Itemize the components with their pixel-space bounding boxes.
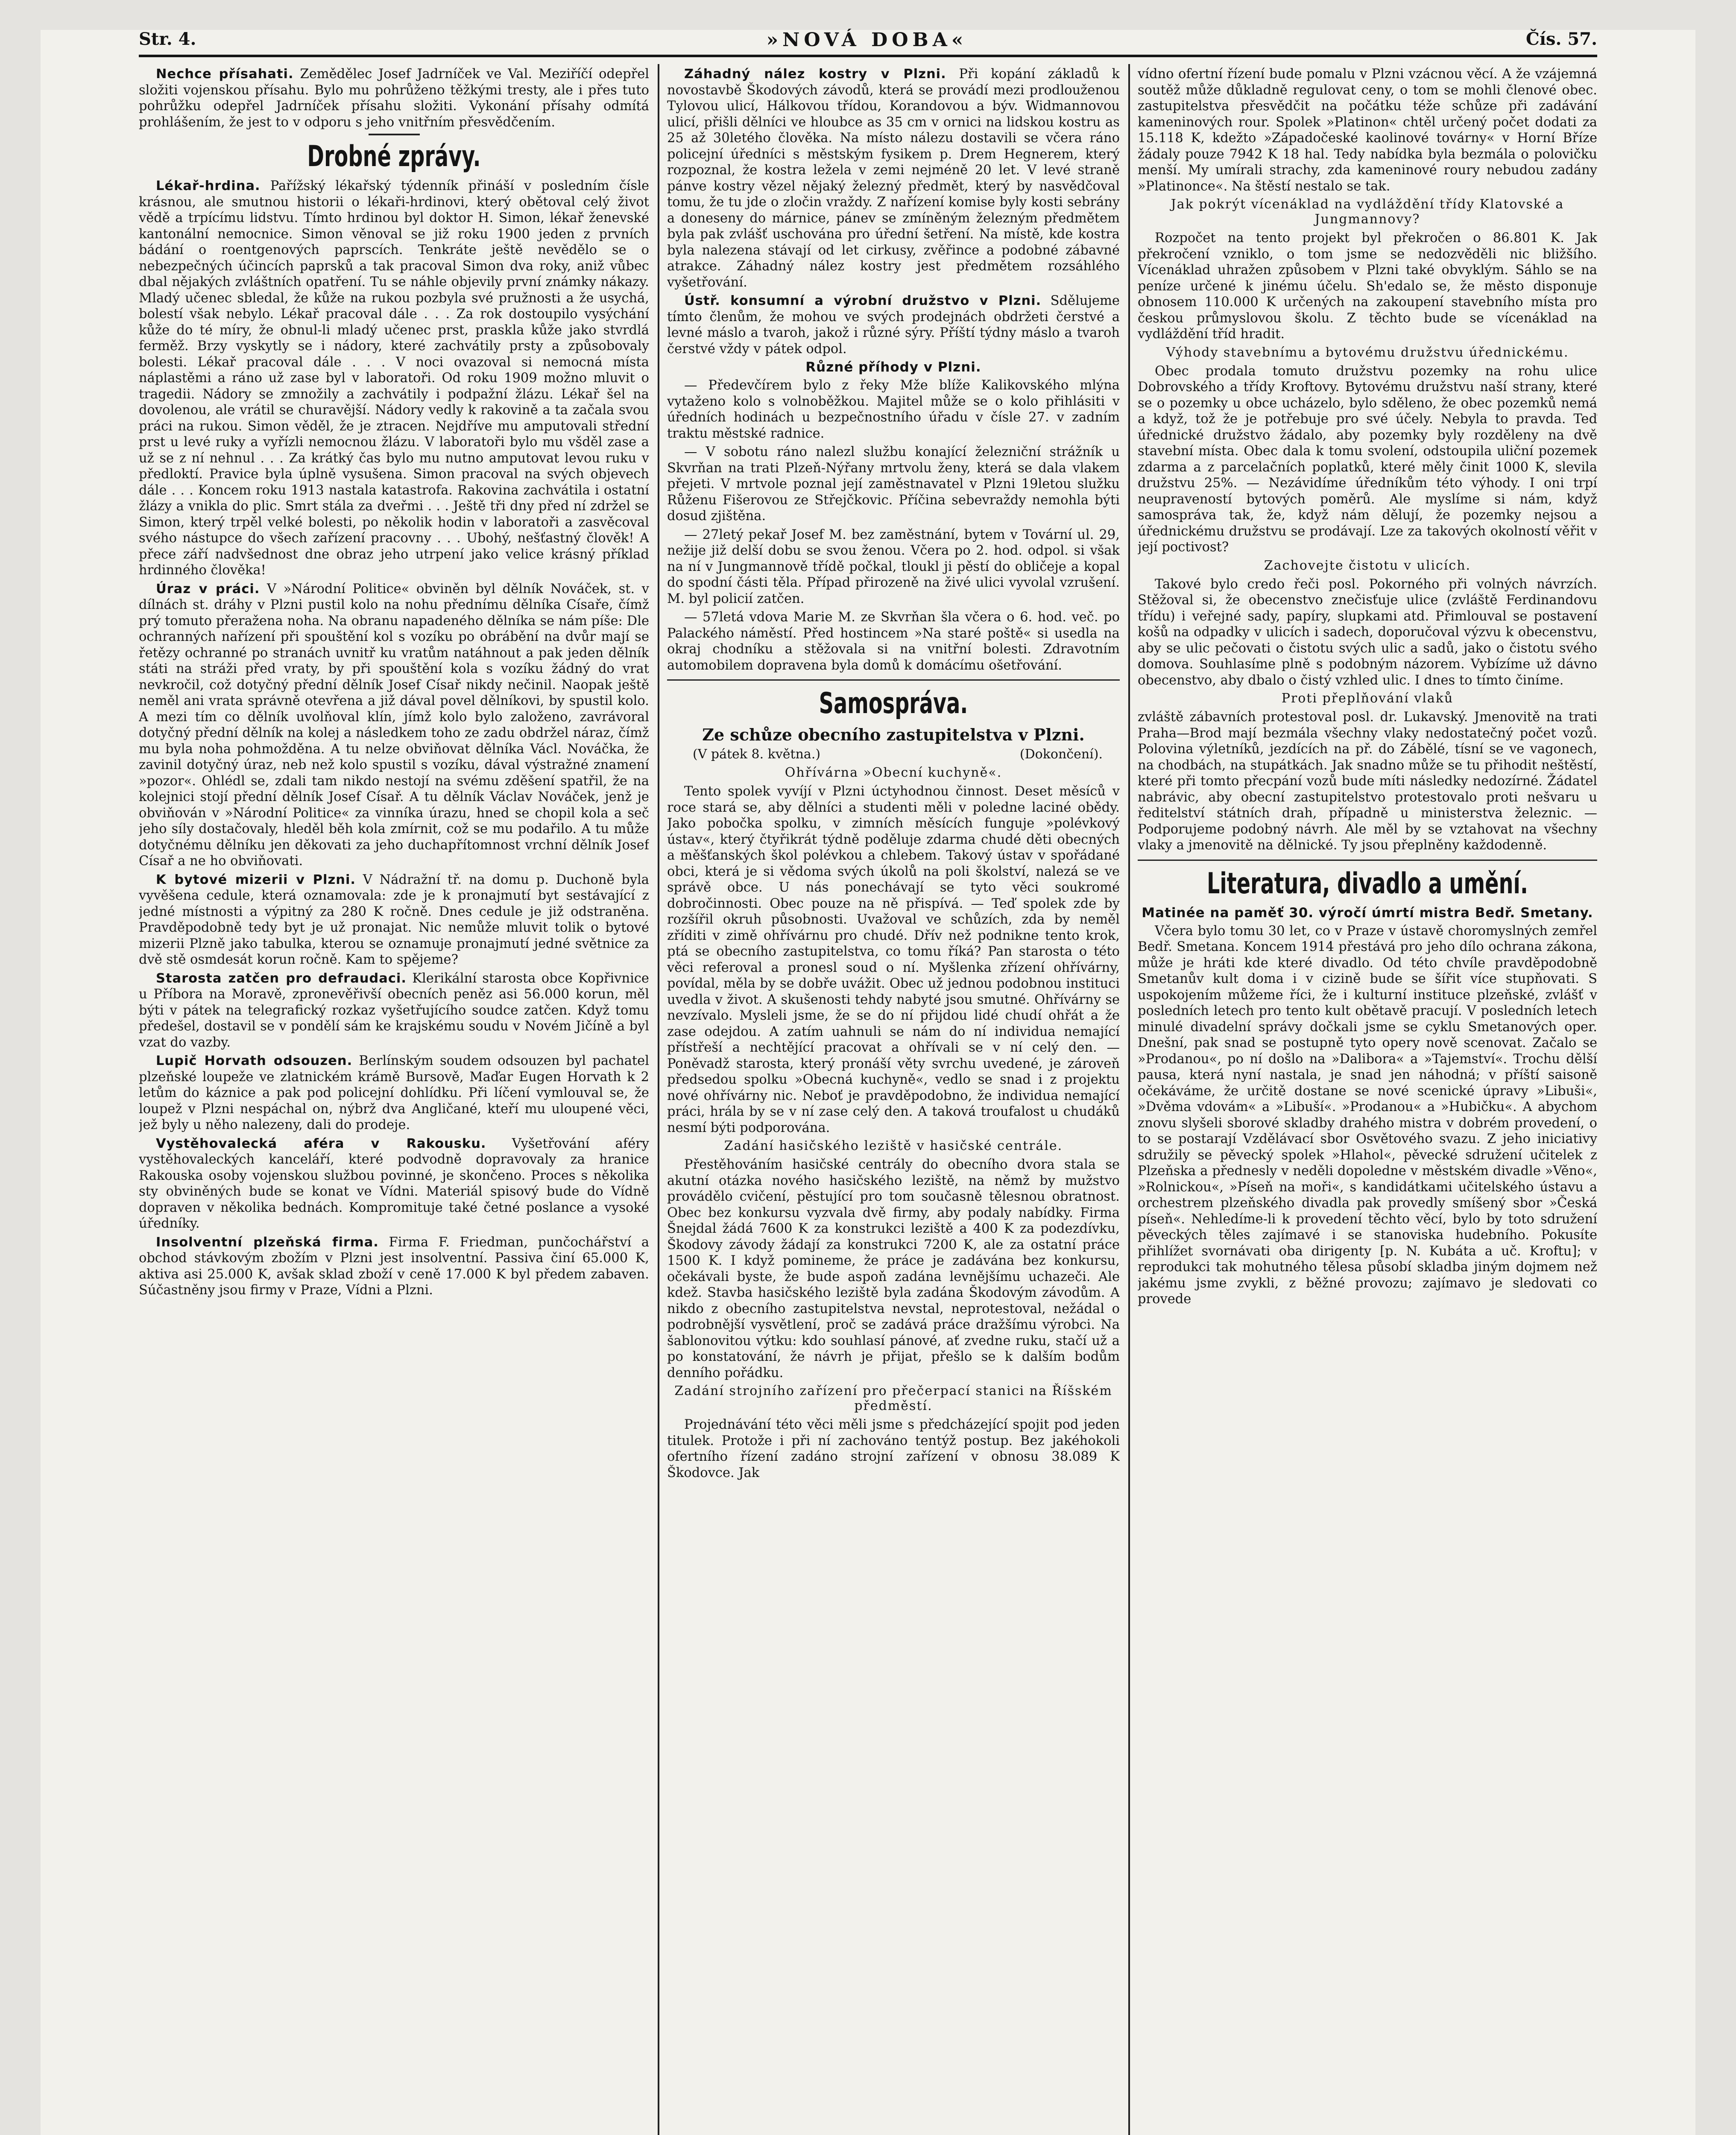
session-continued: (Dokončení). [1019, 747, 1103, 762]
column-2 [667, 66, 1120, 2135]
news-head: Insolventní plzeňská firma. [156, 1234, 379, 1250]
news-text: Vyšetřování aféry vystěhovaleckých kanceláří, které podvodně dopravovaly za hranice Rakouska osoby vojenskou službou povinné, je skončeno. Proces s několika sty obviněných bude se konat ve Vídni. Materiál spisový bude do Vídně dopraven v několika bednách. Kompromituje také četné poslance a vysoké úředníky. [139, 1136, 649, 1231]
news-text: Sdělujeme tímto členům, že mohou ve svých prodejnách obdržeti čerstvé a levné máslo a tvaroh, jakož i různé sýry. Příští týdny máslo a tvaroh čerstvé vždy v pátek odpol. [667, 293, 1120, 357]
news-item [139, 1234, 649, 1299]
news-item [139, 1053, 649, 1133]
misc-item: — 27letý pekař Josef M. bez zaměstnání, bytem v Tovární ul. 29, nežije již delší dobu se svou ženou. Včera po 2. hod. odpol. si však na ní v Jungmannově třídě počkal, tloukl ji pěstí do obličeje a kopal do spodní části těla. Případ přirozeně na živé ulici vyvolal vzrušení. M. byl policií zatčen. [667, 527, 1120, 606]
section-title: Literatura, divadlo a umění. [1207, 866, 1528, 901]
topic-text: Rozpočet na tento projekt byl překročen o 86.801 K. Jak překročení vzniklo, o tom jsme se nedozvěděli nic bližšího. Vícenáklad uhražen způsobem v Plzni také obvyklým. Sáhlo se na peníze určené k jinému účelu. Sh'edalo se, že město disponuje obnosem 110.000 K určených na zakoupení stavebního místa pro českou průmyslovou školu. Z těchto bude se vícenáklad na vydláždění tříd hradit. [1138, 231, 1597, 342]
section-title: Samospráva. [819, 687, 968, 720]
news-head: Úraz v práci. [156, 581, 260, 597]
section-title: Drobné zprávy. [307, 140, 481, 173]
misc-item: — 57letá vdova Marie M. ze Skvrňan šla včera o 6. hod. več. po Palackého náměstí. Před hostincem »Na staré poště« si usedla na okraj chodníku a stěžovala si na vnitřní bolesti. Zdravotním automobilem dopravena byla domů k domácímu ošetřování. [667, 610, 1120, 673]
article-text: Včera bylo tomu 30 let, co v Praze v ústavě choromyslných zemřel Bedř. Smetana. Koncem 1914 přestává pro jeho dílo ochrana zákona, může je hráti kde které divadlo. Od této chvíle pravděpodobně Smetanův kult doma i v cizině bude se šířit více stupňovati. S uspokojením můžeme říci, že i kulturní instituce plzeňské, zvlášť v posledních letech pro tento kult obětavě pracují. V posledních letech minulé divadelní správy dočkali jsme se cyklu Smetanových oper. Dnešní, pak snad se postupně tyto opery nově scenovat. Začalo se »Prodanou«, po ní došlo na »Dalibora« a »Tajemství«. Trochu dělší pausa, která nyní nastala, je snad jen náhodná; v příští saisoně očekáváme, že určitě dostane se nové scenické úpravy »Libuši«, »Dvěma vdovám« a »Libuší«. »Prodanou« a »Hubičku«. A abychom znovu slyšeli sborové skladby drahého mistra v dobrém provedení, o to se postarají Vzdělávací sbor Osvětového svazu. Z jeho iniciativy sdružily se pěvecký spolek »Hlahol«, pěvecké sdružení učitelek z Plzeňska a přednesly v neděli dopoledne v městském divadle »Věno«, »Rolnickou«, »Píseň na moři«, s kandidátkami učitelského ústavu a orchestrem plzeňského divadla pak provedly smíšený sbor »Česká píseň«. Nehledíme-li k provedení těchto věcí, bylo by toto sdružení pěveckých těles zajímavé i se stanoviska hudebního. Pokusíte přihlížet svornávati oba dirigenty [p. N. Kubáta a uč. Kroftu]; v reprodukci tak mohutného tělesa působí skladba jiným dojmem než jakému jsme zvykli, z běžné provozu; zajímavo je sledovati co provede [1138, 923, 1597, 1307]
news-item [139, 1136, 649, 1232]
header-rule [139, 55, 1597, 57]
topic-text: Přestěhováním hasičské centrály do obecního dvora stala se akutní otázka nového hasičského leziště, na němž by mužstvo provádělo cvičení, pěstující pro tom současně tělesnou obratnost. Obec bez konkursu vyzvala dvě firmy, aby podaly nabídky. Firma Šnejdal žádá 7600 K za konstrukci leziště a 400 K za podezdívku, Škodovy závody žádají za konstrukci 7200 K, ale za ostatní práce 1500 K. I když pomineme, že práce je zadávána bez konkursu, očekávali byste, že bude aspoň zadána levnějšímu uchazeči. Ale kdež. Stavba hasičského leziště byla zadána Škodovým závodům. A nikdo z obecního zastupitelstva nevstal, neprotestoval, nežádal o podrobnější vysvětlení, proč se zadává práce dražšímu výrobci. Na šablonovitou výtku: kdo souhlasí pánové, ať zvedne ruku, stačí už a po konstatování, že návrh je přijat, přešlo se k dalším bodům denního pořádku. [667, 1157, 1120, 1380]
session-date: (V pátek 8. května.) [693, 747, 821, 762]
page-label: Str. 4. [139, 29, 196, 49]
topic-title: Jak pokrýt vícenáklad na vydláždění třídy Klatovské a Jungmannovy? [1171, 197, 1564, 227]
issue-number: Čís. 57. [1526, 29, 1597, 49]
news-text: Firma F. Friedman, punčochářství a obchod stávkovým zbožím v Plzni jest insolventní. Passiva činí 65.000 K, aktiva asi 25.000 K, avšak sklad zboží v ceně 17.000 K byl předem zabaven. Súčastněny jsou firmy v Praze, Vídni a Plzni. [139, 1234, 649, 1298]
column-divider [1128, 64, 1130, 2135]
news-head: Ústř. konsumní a výrobní družstvo v Plzni. [684, 293, 1042, 308]
topic-text: Tento spolek vyvíjí v Plzni úctyhodnou činnost. Deset měsíců v roce stará se, aby dělníci a studenti měli v poledne laciné obědy. Jako pobočka spolku, v zimních měsících funguje »polévkový ústav«, který čtyřikrát týdně poděluje zdarma chudé děti obecných a měšťanských škol polévkou a chlebem. Takový ústav v spořádané obci, která je si vědoma svých úkolů na poli školství, nalezá se ve správě obce. U nás ponechávají se tyto věci soukromé dobročinnosti. Obec pouze na ně přispívá. — Teď spolek zde by rozšířil okruh působnosti. Uvažoval ve schůzích, zda by neměl zříditi v zimě ohřívárnu pro chudé. Dřív než podnikne tento krok, ptá se obecního zastupitelstva, co tomu říká? Pan starosta o této věci referoval a pronesl soud o ní. Myšlenka zřízení ohřívárny, povídal, měla by se dobře uvážit. Obec už jednou podobnou instituci uvedla v život. A skušenosti tehdy nabyté jsou smutné. Ohřívárny se nevzívalo. Mysleli jsme, že se do ní přijdou lidé chudí ohřát a že zase odejdou. A zatím uahnuli se nám do ní individua nemající přístřeší a nechtějící pracovat a ohřívali se v ní celý den. — Poněvadž starosta, který pronáší věty svrchu uvedené, je zároveň předsedou spolku »Obecná kuchyně«, vedlo se snad i z projektu nové ohřívárny nic. Neboť je pravděpodobno, že individua nemající práci, hrála by se v ní zase celý den. A taková troufalost u chudáků nesmí býti podporována. [667, 784, 1120, 1135]
news-text: Při kopání základů k novostavbě Škodových závodů, která se provádí mezi prodlouženou Tylovou ulicí, Hálkovou třídou, Korandovou a býv. Widmannovou ulicí, přišli dělníci ve hloubce as 35 cm v ornici na lidskou kostru as 25 až 30letého člověka. Na místo nálezu dostavili se včera ráno policejní úředníci s městským fysikem p. Drem Hegnerem, který rozpoznal, že kostra ležela v zemi nejméně 20 let. V levé straně pánve kostry vězel nějaký železný předmět, který by nasvědčoval tomu, že tu jde o zločin vraždy. Z nařízení komise byly kosti sebrány a doneseny do márnice, pánev se zmíněným železným předmětem byla pak zvlášť uschována pro úřední šetření. Na místě, kde kostra byla nalezena stávají od let cirkusy, zvěřince a podobné zábavné atrakce. Záhadný nález kostry jest předmětem rozsáhlého vyšetřování. [667, 67, 1120, 290]
column-divider [658, 64, 659, 2135]
news-item [139, 66, 649, 130]
news-text: Pařížský lékařský týdenník přináší v posledním čísle krásnou, ale smutnou historii o lékaři-hrdinovi, který obětoval celý život vědě a trpícímu lidstvu. Tímto hrdinou byl doktor H. Simon, lékař ženevské kantonální nemocnice. Simon věnoval se již roku 1900 jeden z prvních bádání o roentgenových paprscích. Tenkráte ještě nevědělo se o nebezpečných účincích paprsků a tak pracoval Simon dva roky, aniž vůbec dbal nějakých zvláštních opatření. Tu se náhle objevily první známky nákazy. Mladý učenec sbledal, že kůže na rukou pozbyla své pružnosti a že usychá, bolestí však nebylo. Lékař pracoval dále . . . Za rok dostoupilo vysýchání kůže do té míry, že obnul-li mladý učenec prst, praskla kůže jako stvrdlá ferměž. Brzy vyskytly se i nádory, které zachvátily prsty a způsobovaly bolesti. Lékař pracoval dále . . . V noci ovazoval si nemocná místa náplastěmi a ráno už zase byl v laboratoři. Od roku 1909 možno mluvit o tragedii. Nádory se zmnožily a zachvátily i podpažní žlázu. Lékař šel na dovolenou, ale vrátil se churavější. Nádory vedly k rakovině a ta začala svou práci na rukou. Simon věděl, že je ztracen. Nejdříve mu amputovali střední prst u levé ruky a vyřízli nemocnou žlázu. V laboratoři bylo mu všděl zase a už se z ní nehnul . . . Za krátký čas bylo mu nutno amputovat levou ruku v předloktí. Pravice byla úplně vysušena. Simon pracoval na svých objevech dále . . . Koncem roku 1913 nastala katastrofa. Rakovina zachvátila i ostatní žlázy a vnikla do plic. Smrt stála za dveřmi . . . Ještě tři dny před ní zdržel se Simon, který trpěl velké bolesti, po několik hodin v laboratoři a zasvěcoval svého nástupce do všech zařízení pracovny . . . Ubohý, nešťastný člověk! A přece září nadvšednost dne obraz jeho utrpení jako velice krásný příklad hrdinného člověka! [139, 178, 649, 578]
news-text: Klerikální starosta obce Kopřivnice u Příbora na Moravě, zpronevěřivší obecních peněz asi 56.000 korun, měl býti v pátek na telegrafický rozkaz vyšetřujícího soudce zatčen. Když tomu předešel, dostavil se v pondělí sám ke krajskému soudu v Novém Jičíně a byl vzat do vazby. [139, 971, 649, 1050]
news-head: Lékař-hrdina. [156, 178, 261, 193]
divider [369, 134, 420, 135]
news-text: V »Národní Politice« obviněn byl dělník Nováček, st. v dílnách st. dráhy v Plzni pustil kolo na nohu přednímu dělníka Císaře, čímž prý tomuto přeražena noha. Na obranu napadeného dělníka se nám píše: Dle ochranných nařízení při spouštění kol s vozíku po obrábění na dvůr mají se řetězy ochranné po stranách uvnitř ku vratům natáhnout a pak jeden dělník státi na stráži před vraty, by při spouštění kola s vozíku žádný do vrat nevkročil, což dotyčný přední dělník Josef Císař nikdy nečinil. Naopak ještě neměl ani vrata správně otevřena a již dával povel dělníkovi, by spustil kolo. A mezi tím co dělník uvolňoval klín, jímž kolo bylo založeno, zavrávoral dotyčný přední dělník na kolej a následkem toho ze zadu obdržel náraz, čímž mu byla noha pohmožděna. A tu nelze obviňovat dělníka Václ. Nováčka, že zavinil dotyčný úraz, neb než kolo spustil s vozíku, dával výstražné znamení »pozor«. Ohlédl se, zdali tam nikdo nestojí na svému zděšení spatřil, že na kolejnici stojí přední dělník Josef Císař. A tu dělník Václav Nováček, jenž je obviňován v »Národní Politice« za vinníka úrazu, hned se chopil kola a seč jeho síly dostačovaly, hleděl běh kola zmírnit, což se mu podařilo. A tu může dotyčnému dělníku jen děkovati za jeho duchapřítomnost vrchní dělník Josef Císař a ne ho obviňovati. [139, 581, 649, 869]
divider [667, 679, 1120, 681]
news-head: Lupič Horvath odsouzen. [156, 1053, 353, 1068]
news-list [139, 178, 649, 1299]
news-text: V Nádražní tř. na domu p. Duchoně byla vyvěšena cedule, která oznamovala: zde je k pronajmutí byt sestávající z jedné místnosti a výpitný za 280 K ročně. Dnes cedule je již odstraněna. Pravděpodobně tedy byt je už pronajat. Nic nemůže mluvit tolik o bytové mizerii Plzně jako tabulka, kterou se oznamuje pronajmutí jedné světnice za dvě stě osmdesát korun ročně. Kam to spějeme? [139, 872, 649, 967]
news-item [667, 66, 1120, 290]
topic-title: Výhody stavebnímu a bytovému družstvu úřednickému. [1166, 345, 1569, 360]
session-meta [693, 747, 1103, 762]
subsection-heading: Ze schůze obecního zastupitelstva v Plzni. [702, 725, 1085, 744]
news-head: Záhadný nález kostry v Plzni. [684, 67, 946, 82]
article-heading: Matinée na paměť 30. výročí úmrtí mistra Bedř. Smetany. [1142, 905, 1593, 921]
topic-title: Proti přeplňování vlaků [1281, 691, 1454, 706]
news-item [139, 581, 649, 869]
column-1 [139, 66, 649, 2135]
topic-text: Projednávání této věci měli jsme s předcházející spojit pod jeden titulek. Protože i při ní zachováno tentýž postup. Bez jakéhokoli ofertního řízení zadáno strojní zařízení v obnosu 38.089 K Škodovce. Jak [667, 1417, 1120, 1480]
topic-text: zvláště zábavních protestoval posl. dr. Lukavský. Jmenovitě na trati Praha—Brod mají bezmála všechny vlaky nedostatečný počet vozů. Polovina výletníků, jezdících na př. do Zábělé, tísní se ve vagonech, na chodbách, na stupátkách. Jak snadno může se tu přihodit neštěstí, které při tomto přecpání vozů bude míti následky nedozírné. Žádatel nabrávic, aby obecní zastupitelstvo protestovalo proti nešvaru u ředitelství státních drah, případně u ministerstva železnic. — Podporujeme podobný návrh. Ale měl by se vztahovat na všechny vlaky a jmenovitě na dělnické. Ty jsou přeplněny každodenně. [1138, 710, 1597, 853]
news-list [667, 66, 1120, 357]
divider [1138, 860, 1597, 861]
news-head: Starosta zatčen pro defraudaci. [156, 971, 407, 986]
column-3 [1138, 66, 1597, 2135]
topic-title: Zadání hasičského leziště v hasičské centrále. [724, 1138, 1063, 1153]
news-item [139, 178, 649, 579]
news-text: Berlínským soudem odsouzen byl pachatel plzeňské loupeže ve zlatnickém krámě Bursově, Maďar Eugen Horvath k 2 letům do káznice a pak pod policejní dohlídku. Při líčení vymlouval se, že loupež v Plzni nespáchal on, nýbrž dva Angličané, kteří mu uloupené věci, jež byly u něho nalezeny, dali do prodeje. [139, 1053, 649, 1132]
topic-title: Zachovejte čistotu v ulicích. [1264, 558, 1471, 573]
subsection-title: Různé příhody v Plzni. [805, 360, 981, 375]
news-head: K bytové mizerii v Plzni. [156, 872, 356, 887]
masthead-title: »NOVÁ DOBA« [766, 29, 968, 51]
news-item [139, 971, 649, 1051]
news-head: Nechce přísahati. [156, 67, 294, 82]
news-text: Zemědělec Josef Jadrníček ve Val. Meziříčí odepřel složiti vojenskou přísahu. Bylo mu pohrůženo těžkými tresty, ale i přes tuto pohrůžku odepřel Jadrníček přísahu složiti. Vykonání přísahy odmítá prohlášením, že jest to v odporu s jeho vnitřním přesvědčením. [139, 67, 649, 130]
topic-text: Takové bylo credo řeči posl. Pokorného při volných návrzích. Stěžoval si, že obecenstvo znečisťuje ulice (zvláště Ferdinandovu třídu) i veřejné sady, papíry, slupkami atd. Přimlouval se postavení košů na odpadky v ulicích i sadech, doporučoval výzvu k obecenstvu, aby se ulic pečovati o čistotu svých ulic a sadů, jako o čistotu svého domova. Souhlasíme plně s podobným názorem. Vybízíme už dávno obecenstvo, aby dbalo o čistý vzhled ulic. I dnes to tímto činíme. [1138, 576, 1597, 688]
topic-title: Ohřívárna »Obecní kuchyně«. [785, 765, 1002, 780]
misc-item: — Předevčírem bylo z řeky Mže blíže Kalikovského mlýna vytaženo kolo s volnoběžkou. Majitel může se o kolo přihlásiti v úředních hodinách u bezpečnostního úřadu v čísle 27. v zadním traktu městské radnice. [667, 378, 1120, 441]
topic-text: Obec prodala tomuto družstvu pozemky na rohu ulice Dobrovského a třídy Kroftovy. Bytovému družstvu naší strany, které se o pozemky u obce ucházelo, bylo sděleno, že obec pozemků nemá a když, tož že je potřebuje pro své účely. Nebyla to pravda. Teď úřednické družstvo žádalo, aby pozemky byly rozděleny na dvě stavební místa. Obec dala k tomu svolení, odstoupila uliční pozemek zdarma a z parcelačních poplatků, které měly činit 1000 K, slevila družstvu 25%. — Nezávidíme úředníkům této výhody. I oni trpí neupraveností bytových poměrů. Ale myslíme si nám, když samospráva tak, že, když nám dělují, že pozemky nejsou a úřednickému družstvu se prodávají. Lze za takových okolností věřit v její poctivost? [1138, 363, 1597, 555]
misc-list [667, 377, 1120, 673]
misc-item: — V sobotu ráno nalezl službu konající železniční strážník u Skvrňan na trati Plzeň-Nýřany mrtvolu ženy, která se dala vlakem přejeti. V mrtvole poznal její zaměstnavatel v Plzni 19letou služku Růženu Fišerovou ze Střejčkovic. Příčina sebevraždy nemohla býti dosud zjištěna. [667, 445, 1120, 524]
news-head: Vystěhovalecká aféra v Rakousku. [156, 1136, 486, 1151]
topic-title: Zadání strojního zařízení pro přečerpací stanici na Říšském předměstí. [674, 1383, 1112, 1413]
news-item [667, 293, 1120, 357]
news-item [139, 872, 649, 968]
topic-text: vídno ofertní řízení bude pomalu v Plzni vzácnou věcí. A že vzájemná soutěž může důkladně regulovat ceny, o tom se mohli členové obec. zastupitelstva přesvědčit na počátku téže schůze při zadávání kameninových rour. Spolek »Platinon« chtěl určený počet dodati za 15.118 K, kdežto »Západočeské kaolinové továrny« v Horní Bříze žádaly pouze 7942 K 18 hal. Tedy nabídka byla bezmála o polovičku menší. My umírali strachy, zda kameninové roury nebudou zadány »Platinonce«. Na štěstí nestalo se tak. [1138, 67, 1597, 194]
